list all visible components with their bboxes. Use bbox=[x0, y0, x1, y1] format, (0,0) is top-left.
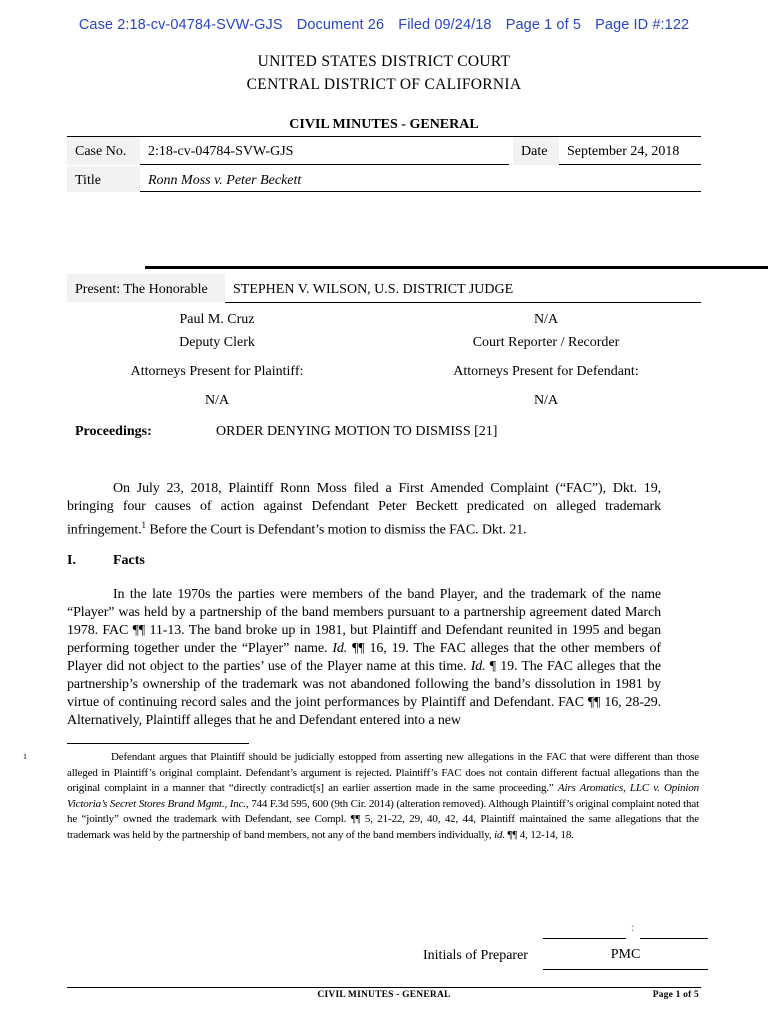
facts-paragraph bbox=[67, 586, 661, 730]
facts-id-cite-2: Id. bbox=[470, 659, 486, 674]
stamp-page-id: Page ID #:122 bbox=[595, 17, 690, 33]
facts-text-part3: ¶ 19. The FAC alleges that the partnership’s ownership of the trademark was not abandoned following the band’s dissolution in 1981 by virtue of continuing record sales and the joint performances by Plaintiff and Defendant. FAC ¶¶ 16, 28-29. Alternatively, Plaintiff alleges that he and Defendant entered into a new bbox=[67, 659, 661, 728]
section-title: Facts bbox=[113, 553, 145, 568]
facts-id-cite-1: Id. bbox=[332, 641, 348, 656]
case-table-top-rule bbox=[67, 136, 701, 137]
deputy-clerk-label: Deputy Clerk bbox=[179, 335, 255, 350]
footer-page-number: Page 1 of 5 bbox=[652, 990, 699, 1000]
preparer-initials-underline bbox=[543, 969, 708, 970]
judge-name: STEPHEN V. WILSON, U.S. DISTRICT JUDGE bbox=[233, 282, 514, 297]
section-number: I. bbox=[67, 553, 76, 568]
judge-underline bbox=[225, 302, 701, 303]
footnote-text-part1: Defendant argues that Plaintiff should be judicially estopped from asserting new allegations in the FAC that were different than those alleged in Plaintiff’s original complaint. Defendant’s argument is rejected. Plaintiff’s FAC does not contain different factual allegations than the original complaint in a manner that “directly contradict[s] an earlier assertion made in the same proceeding.” bbox=[67, 751, 699, 795]
plaintiff-attorneys-value: N/A bbox=[204, 393, 230, 408]
defendant-attorneys-label: Attorneys Present for Defendant: bbox=[453, 364, 639, 379]
proceedings-label: Proceedings: bbox=[75, 424, 152, 439]
footer-rule bbox=[67, 987, 701, 988]
title-underline bbox=[140, 191, 701, 192]
facts-text-part2: ¶¶ 16, 19. The FAC alleges that the other members of Player did not object to the parties’ use of the Player name at this time. bbox=[67, 641, 661, 674]
footer-title: CIVIL MINUTES - GENERAL bbox=[317, 990, 451, 1000]
facts-text-part1: In the late 1970s the parties were members of the band Player, and the trademark of the name “Player” was held by a partnership of the band members pursuant to a partnership agreement dated March 1978. FAC ¶¶ 11-13. The band broke up in 1981, but Plaintiff and Defendant reunited in 1995 and began performing together under the “Player” name. bbox=[67, 587, 661, 656]
date-value: September 24, 2018 bbox=[567, 144, 680, 159]
preparer-colon: : bbox=[631, 920, 635, 934]
court-reporter-label: Court Reporter / Recorder bbox=[472, 335, 620, 350]
footnote-1 bbox=[23, 750, 699, 844]
stamp-case-number: Case 2:18-cv-04784-SVW-GJS bbox=[78, 17, 283, 33]
preparer-line-right bbox=[640, 938, 708, 939]
footnote-text-part2: , 744 F.3d 595, 600 (9th Cir. 2014) (alteration removed). Although Plaintiff’s original complaint noted that he “jointly” owned the trademark with Defendant, see Compl. ¶¶ 5, 21-22, 29, 40, 42, 44, Plaintiff maintained the same allegations that the trademark was held by the partnership of band members, not any of the band members individually, bbox=[67, 797, 699, 841]
footnote-reference: 1 bbox=[141, 520, 146, 530]
court-name-line2: CENTRAL DISTRICT OF CALIFORNIA bbox=[246, 76, 522, 93]
intro-paragraph bbox=[67, 480, 661, 540]
stamp-document-number: Document 26 bbox=[296, 17, 385, 33]
case-title-value: Ronn Moss v. Peter Beckett bbox=[148, 173, 302, 188]
preparer-initials: PMC bbox=[610, 947, 641, 962]
preparer-line-left bbox=[543, 938, 626, 939]
date-label: Date bbox=[521, 144, 548, 159]
intro-text: On July 23, 2018, Plaintiff Ronn Moss filed a First Amended Complaint (“FAC”), Dkt. 19, bringing four causes of action against Defendant Peter Beckett predicated on alleged trademark infringement. bbox=[67, 481, 661, 538]
present-label: Present: The Honorable bbox=[75, 282, 208, 297]
defendant-attorneys-value: N/A bbox=[533, 393, 559, 408]
proceedings-text: ORDER DENYING MOTION TO DISMISS [21] bbox=[216, 424, 498, 439]
intro-text-continued: Before the Court is Defendant’s motion to dismiss the FAC. Dkt. 21. bbox=[145, 522, 527, 538]
court-reporter-name: N/A bbox=[533, 312, 559, 327]
deputy-clerk-name: Paul M. Cruz bbox=[179, 312, 255, 327]
footnote-mark: 1 bbox=[23, 752, 27, 761]
court-name-line1: UNITED STATES DISTRICT COURT bbox=[257, 53, 511, 70]
case-no-underline bbox=[140, 164, 509, 165]
date-underline bbox=[559, 164, 701, 165]
plaintiff-attorneys-label: Attorneys Present for Plaintiff: bbox=[130, 364, 304, 379]
footnote-separator bbox=[67, 743, 249, 744]
case-no-value: 2:18-cv-04784-SVW-GJS bbox=[148, 144, 294, 159]
footnote-id-cite: id. bbox=[494, 828, 505, 841]
stamp-page: Page 1 of 5 bbox=[505, 17, 581, 33]
case-no-label: Case No. bbox=[75, 144, 127, 159]
section-separator-rule bbox=[145, 266, 768, 269]
ecf-header-stamp bbox=[0, 17, 768, 33]
preparer-label: Initials of Preparer bbox=[423, 948, 528, 963]
footnote-citation: Airs Aromatics, LLC v. Opinion Victoria’s Secret Stores Brand Mgmt., Inc. bbox=[67, 782, 699, 810]
form-title: CIVIL MINUTES - GENERAL bbox=[289, 117, 479, 132]
title-label: Title bbox=[75, 173, 101, 188]
footnote-text-part3: ¶¶ 4, 12-14, 18. bbox=[504, 828, 574, 841]
stamp-filed-date: Filed 09/24/18 bbox=[398, 17, 492, 33]
